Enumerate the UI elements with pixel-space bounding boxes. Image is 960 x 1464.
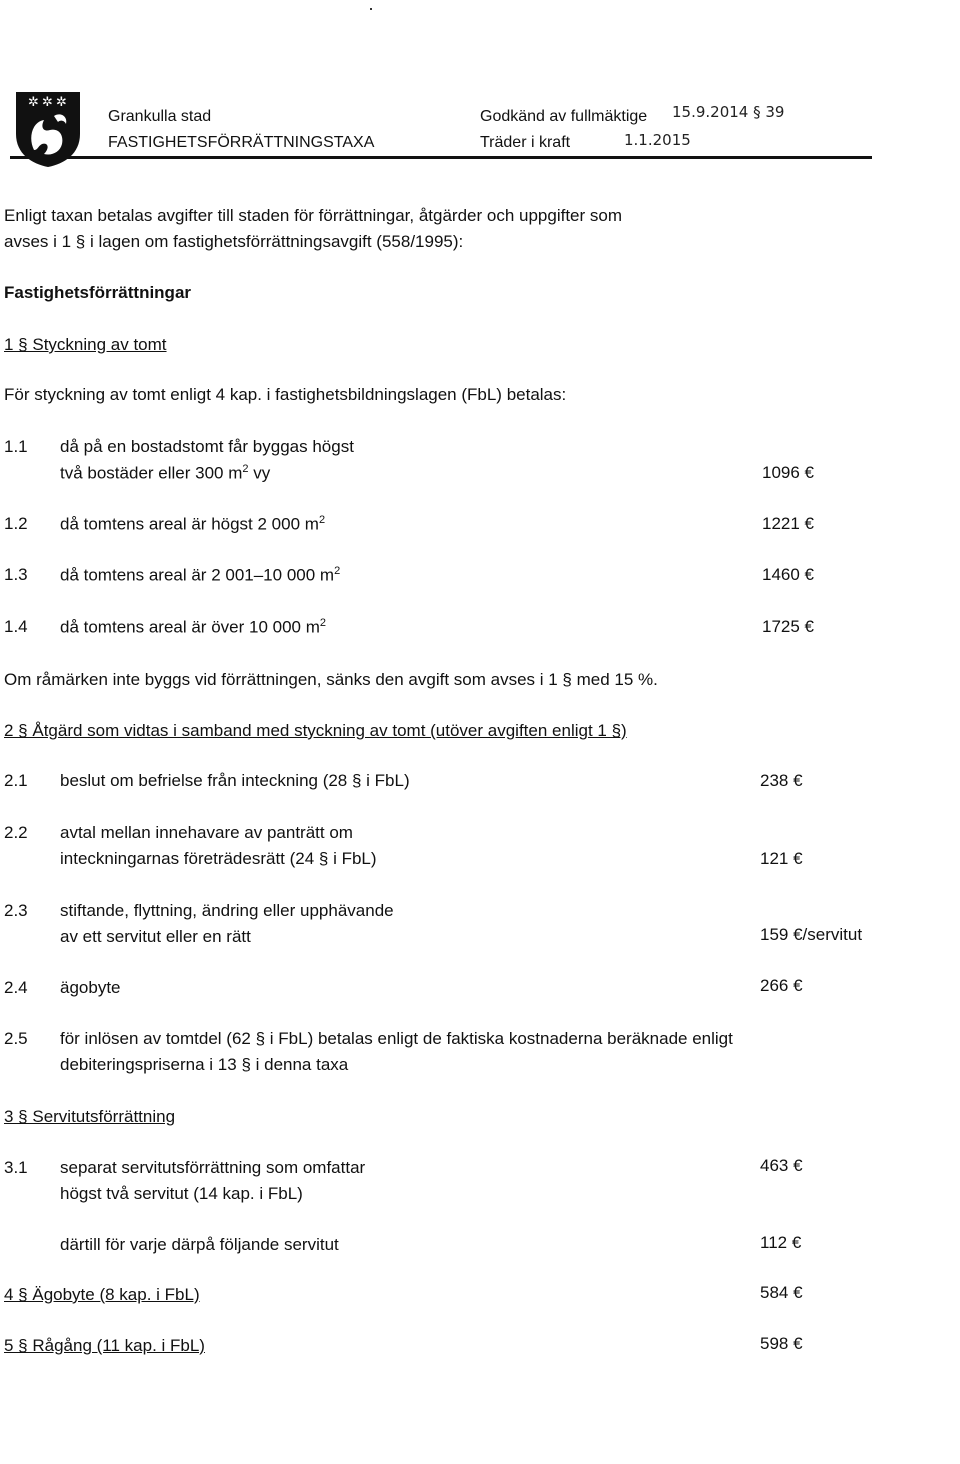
item-text: då tomtens areal är högst 2 000 m [60,514,319,534]
approved-stamp: 15.9.2014 § 39 [672,103,785,121]
item-text [60,617,326,638]
s1-intro: För styckning av tomt enligt 4 kap. i fastighetsbildningslagen (FbL) betalas: [4,385,567,404]
item-number: 3.1 [4,1158,28,1177]
s1-heading: 1 § Styckning av tomt [4,335,167,354]
item-text: då på en bostadstomt får byggas högst [60,437,354,456]
item-text: separat servitutsförrättning som omfattar [60,1158,366,1177]
item-price: 1725 € [762,617,814,636]
superscript: 2 [242,463,249,475]
item-text [60,514,325,535]
s1-note: Om råmärken inte byggs vid förrättningen, sänks den avgift som avses i 1 § med 15 %. [4,670,658,689]
item-price: 1096 € [762,463,814,482]
item-number: 1.4 [4,617,28,636]
item-text [60,463,270,484]
item-price: 159 €/servitut [760,925,863,944]
item-number: 2.3 [4,901,28,920]
item-price: 463 € [760,1156,803,1175]
intro-line-2: avses i 1 § i lagen om fastighetsförrättningsavgift (558/1995): [4,232,464,251]
s2-heading: 2 § Åtgärd som vidtas i samband med styckning av tomt (utöver avgiften enligt 1 §) [4,721,627,740]
item-number: 1.2 [4,514,28,533]
document-title: FASTIGHETSFÖRRÄTTNINGSTAXA [108,134,375,151]
item-price: 266 € [760,976,803,995]
approved-label: Godkänd av fullmäktige [480,108,648,125]
intro-line-1: Enligt taxan betalas avgifter till staden för förrättningar, åtgärder och uppgifter som [4,206,623,225]
item-text: två bostäder eller 300 m [60,463,243,483]
effective-stamp: 1.1.2015 [624,131,691,149]
svg-text:✲: ✲ [56,95,67,110]
item-text: av ett servitut eller en rätt [60,927,251,946]
item-text: högst två servitut (14 kap. i FbL) [60,1184,303,1203]
effective-label: Träder i kraft [480,134,571,151]
item-text: då tomtens areal är 2 001–10 000 m [60,565,335,585]
item-text: vy [248,463,271,483]
item-text [60,565,340,586]
s4-heading: 4 § Ägobyte (8 kap. i FbL) [4,1285,200,1304]
item-text: då tomtens areal är över 10 000 m [60,617,320,637]
superscript: 2 [319,617,326,629]
item-number: 1.3 [4,565,28,584]
s5-heading: 5 § Rågång (11 kap. i FbL) [4,1336,205,1355]
item-number: 2.5 [4,1029,28,1048]
item-number: 2.4 [4,978,28,997]
item-text: inteckningarnas företrädesrätt (24 § i FbL) [60,849,377,868]
item-text: ägobyte [60,978,121,997]
scan-speck [370,8,372,10]
item-price: 1221 € [762,514,814,533]
item-text: avtal mellan innehavare av panträtt om [60,823,353,842]
item-price: 121 € [760,849,803,868]
item-number: 2.1 [4,771,28,790]
svg-text:✲: ✲ [28,95,39,110]
svg-text:✲: ✲ [42,95,53,110]
item-number: 1.1 [4,437,28,456]
item-price: 598 € [760,1334,803,1353]
superscript: 2 [334,565,341,577]
item-text: debiteringspriserna i 13 § i denna taxa [60,1055,349,1074]
item-price: 1460 € [762,565,814,584]
superscript: 2 [318,514,326,526]
item-number: 2.2 [4,823,28,842]
item-price: 238 € [760,771,803,790]
item-text: stiftande, flyttning, ändring eller upphävande [60,901,394,920]
item-text: för inlösen av tomtdel (62 § i FbL) betalas enligt de faktiska kostnaderna beräknade enligt [60,1029,733,1048]
section-title: Fastighetsförrättningar [4,283,192,302]
s3-heading: 3 § Servitutsförrättning [4,1107,176,1126]
item-price: 112 € [760,1233,802,1252]
item-price: 584 € [760,1283,803,1302]
item-text: därtill för varje därpå följande servitut [60,1235,339,1254]
item-text: beslut om befrielse från inteckning (28 § i FbL) [60,771,410,790]
org-name: Grankulla stad [108,108,212,125]
header-rule [10,156,872,159]
